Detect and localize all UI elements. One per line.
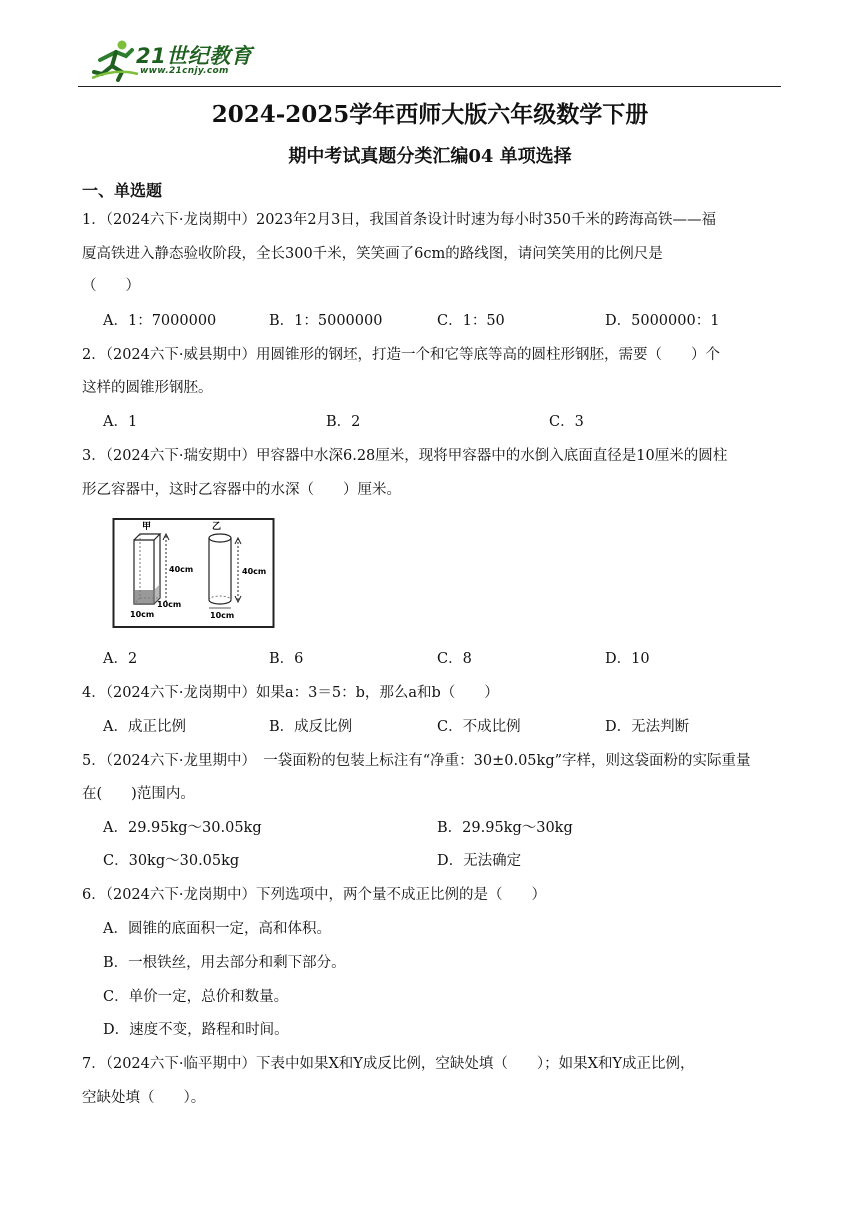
question-3-option-a[interactable]: A．2 xyxy=(103,651,138,667)
logo-url-text: www.21cnjy.com xyxy=(140,66,229,76)
section-heading: 一、单选题 xyxy=(82,181,163,200)
base-left-label: 10cm xyxy=(130,610,155,619)
container-diagram xyxy=(112,516,277,630)
label-jia: 甲 xyxy=(142,522,152,532)
question-3-line-2: 形乙容器中，这时乙容器中的水深（ ）厘米。 xyxy=(82,482,401,498)
page-subtitle: 期中考试真题分类汇编04 单项选择 xyxy=(288,146,572,167)
question-1-option-a[interactable]: A．1：7000000 xyxy=(103,313,217,329)
question-5-option-c[interactable]: C．30kg～30.05kg xyxy=(103,853,240,869)
question-1-line-1: 1．（2024六下·龙岗期中）2023年2月3日，我国首条设计时速为每小时350千米的跨海高铁——福 xyxy=(82,212,717,228)
question-1-option-b[interactable]: B．1：5000000 xyxy=(269,313,383,329)
logo xyxy=(92,38,257,82)
question-6-option-d[interactable]: D．速度不变，路程和时间。 xyxy=(103,1022,289,1038)
question-6-option-b[interactable]: B．一根铁丝，用去部分和剩下部分。 xyxy=(103,955,346,971)
height-left-label: 40cm xyxy=(169,565,194,574)
question-5-option-d[interactable]: D．无法确定 xyxy=(437,853,522,869)
question-3-option-c[interactable]: C．8 xyxy=(437,651,472,667)
question-4-option-b[interactable]: B．成反比例 xyxy=(269,719,353,735)
question-7-line-1: 7．（2024六下·临平期中）下表中如果X和Y成反比例，空缺处填（ ）；如果X和Y成正比例， xyxy=(82,1056,695,1072)
question-2-line-2: 这样的圆锥形钢胚。 xyxy=(82,380,213,396)
question-7-line-2: 空缺处填（ ）。 xyxy=(82,1090,206,1106)
question-4-option-d[interactable]: D．无法判断 xyxy=(605,719,690,735)
question-4-option-c[interactable]: C．不成比例 xyxy=(437,719,521,735)
question-5-option-b[interactable]: B．29.95kg～30kg xyxy=(437,820,573,836)
question-1-line-2: 厦高铁进入静态验收阶段，全长300千米，笑笑画了6cm的路线图，请问笑笑用的比例尺是 xyxy=(82,246,663,262)
question-2-option-a[interactable]: A．1 xyxy=(103,414,138,430)
question-2-option-c[interactable]: C．3 xyxy=(549,414,584,430)
question-6-line-1: 6．（2024六下·龙岗期中）下列选项中，两个量不成正比例的是（ ） xyxy=(82,887,546,903)
question-6-option-c[interactable]: C．单价一定，总价和数量。 xyxy=(103,989,289,1005)
containers-figure xyxy=(112,516,277,630)
question-3-line-1: 3．（2024六下·瑞安期中）甲容器中水深6.28厘米，现将甲容器中的水倒入底面直径是10厘米的圆柱 xyxy=(82,448,728,464)
question-1-line-3: （ ） xyxy=(82,278,140,294)
question-3-option-d[interactable]: D．10 xyxy=(605,651,650,667)
height-right-label: 40cm xyxy=(242,567,267,576)
question-1-option-c[interactable]: C．1：50 xyxy=(437,313,505,329)
label-yi: 乙 xyxy=(212,522,222,532)
logo-brand-text: 21世纪教育 xyxy=(136,44,253,68)
question-6-option-a[interactable]: A．圆锥的底面积一定，高和体积。 xyxy=(103,921,331,937)
header-divider xyxy=(78,86,781,87)
side-left-label: 10cm xyxy=(157,600,182,609)
base-right-label: 10cm xyxy=(210,611,235,620)
question-4-option-a[interactable]: A．成正比例 xyxy=(103,719,186,735)
question-5-line-1: 5．（2024六下·龙里期中） 一袋面粉的包装上标注有“净重：30±0.05kg”字样，则这袋面粉的实际重量 xyxy=(82,753,751,769)
question-4-line-1: 4．（2024六下·龙岗期中）如果a：3＝5：b，那么a和b（ ） xyxy=(82,685,499,701)
page-title: 2024-2025学年西师大版六年级数学下册 xyxy=(211,101,649,128)
question-5-line-2: 在( )范围内。 xyxy=(82,786,195,802)
question-3-option-b[interactable]: B．6 xyxy=(269,651,304,667)
question-1-option-d[interactable]: D．5000000：1 xyxy=(605,313,720,329)
question-2-option-b[interactable]: B．2 xyxy=(326,414,361,430)
runner-logo-icon xyxy=(92,38,140,82)
question-2-line-1: 2．（2024六下·威县期中）用圆锥形的钢坯，打造一个和它等底等高的圆柱形钢胚，需要（ ）个 xyxy=(82,347,720,363)
question-5-option-a[interactable]: A．29.95kg～30.05kg xyxy=(103,820,262,836)
